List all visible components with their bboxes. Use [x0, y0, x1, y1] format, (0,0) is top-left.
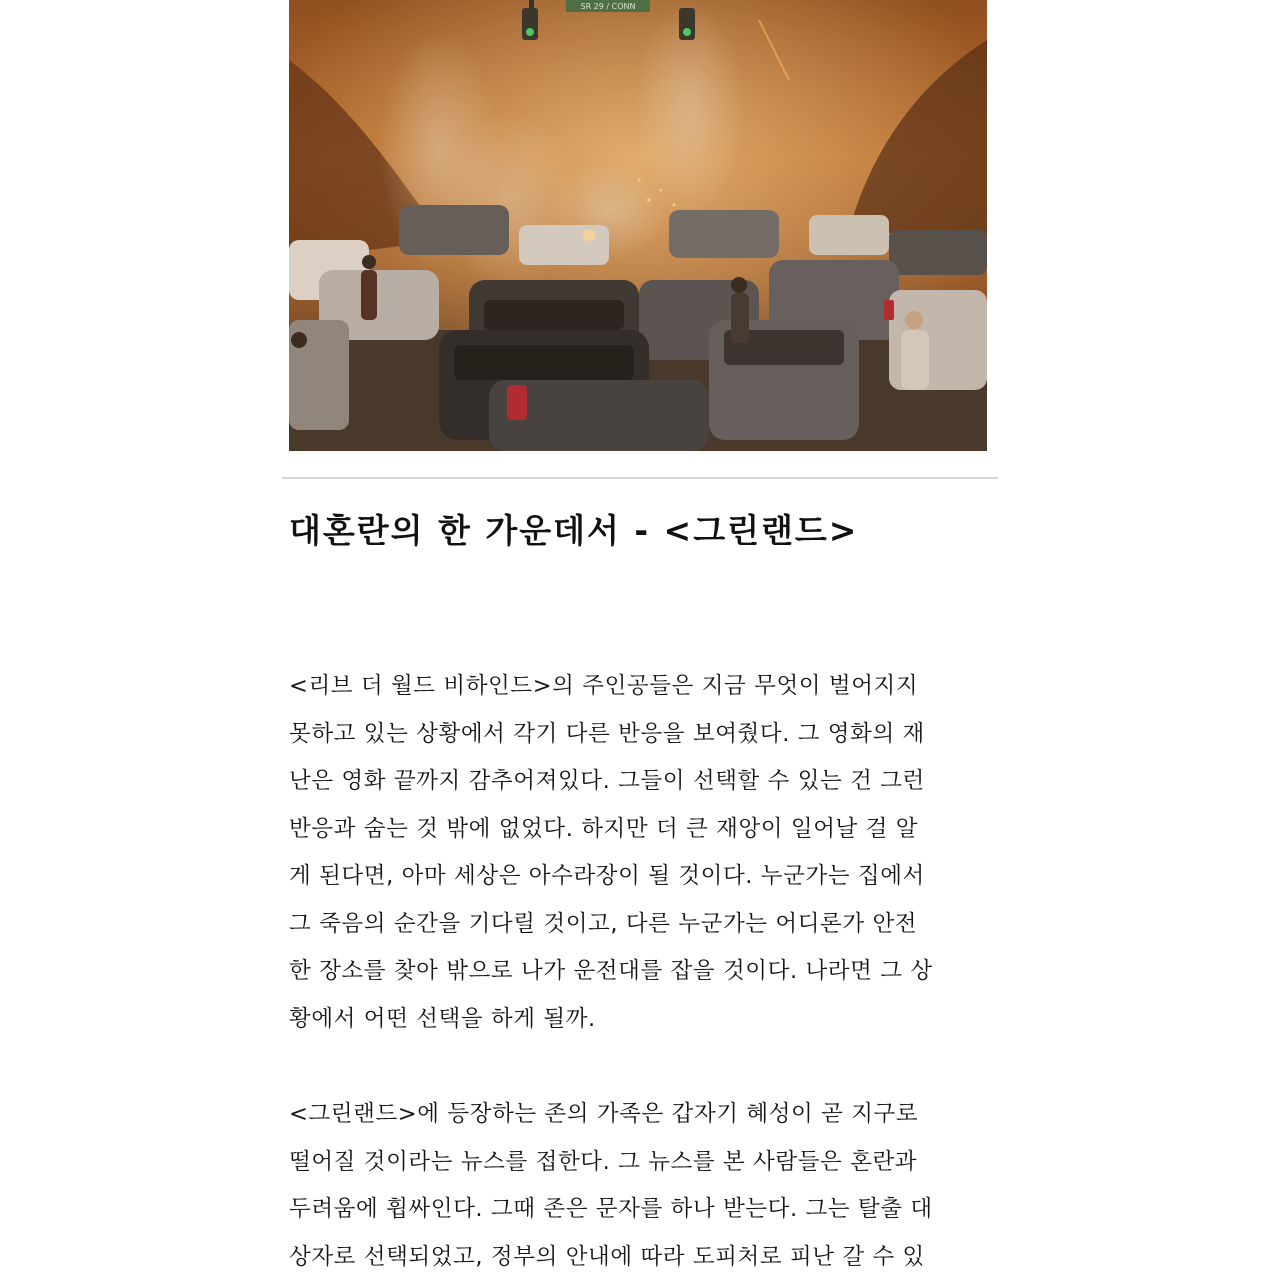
paragraph-line: 황에서 어떤 선택을 하게 될까.	[289, 996, 989, 1044]
article-paragraph	[289, 663, 989, 1043]
hero-image	[289, 0, 987, 451]
paragraph-line: 못하고 있는 상황에서 각기 다른 반응을 보여줬다. 그 영화의 재	[289, 711, 989, 759]
article-paragraph	[289, 1091, 989, 1281]
paragraph-line: 반응과 숨는 것 밖에 없었다. 하지만 더 큰 재앙이 일어날 걸 알	[289, 806, 989, 854]
paragraph-line: 두려움에 휩싸인다. 그때 존은 문자를 하나 받는다. 그는 탈출 대	[289, 1186, 989, 1234]
paragraph-line: 한 장소를 찾아 밖으로 나가 운전대를 잡을 것이다. 나라면 그 상	[289, 948, 989, 996]
street-sign-text: SR 29 / CONN	[581, 2, 636, 11]
divider	[282, 477, 998, 479]
paragraph-line: 그 죽음의 순간을 기다릴 것이고, 다른 누군가는 어디론가 안전	[289, 901, 989, 949]
paragraph-line: 게 된다면, 아마 세상은 아수라장이 될 것이다. 누군가는 집에서	[289, 853, 989, 901]
paragraph-line: 난은 영화 끝까지 감추어져있다. 그들이 선택할 수 있는 건 그런	[289, 758, 989, 806]
paragraph-line: 상자로 선택되었고, 정부의 안내에 따라 도피처로 피난 갈 수 있	[289, 1234, 989, 1281]
paragraph-line: 떨어질 것이라는 뉴스를 접한다. 그 뉴스를 본 사람들은 혼란과	[289, 1139, 989, 1187]
paragraph-line: <리브 더 월드 비하인드>의 주인공들은 지금 무엇이 벌어지지	[289, 663, 989, 711]
paragraph-line: <그린랜드>에 등장하는 존의 가족은 갑자기 혜성이 곧 지구로	[289, 1091, 989, 1139]
article-title: 대혼란의 한 가운데서 - <그린랜드>	[289, 505, 989, 557]
